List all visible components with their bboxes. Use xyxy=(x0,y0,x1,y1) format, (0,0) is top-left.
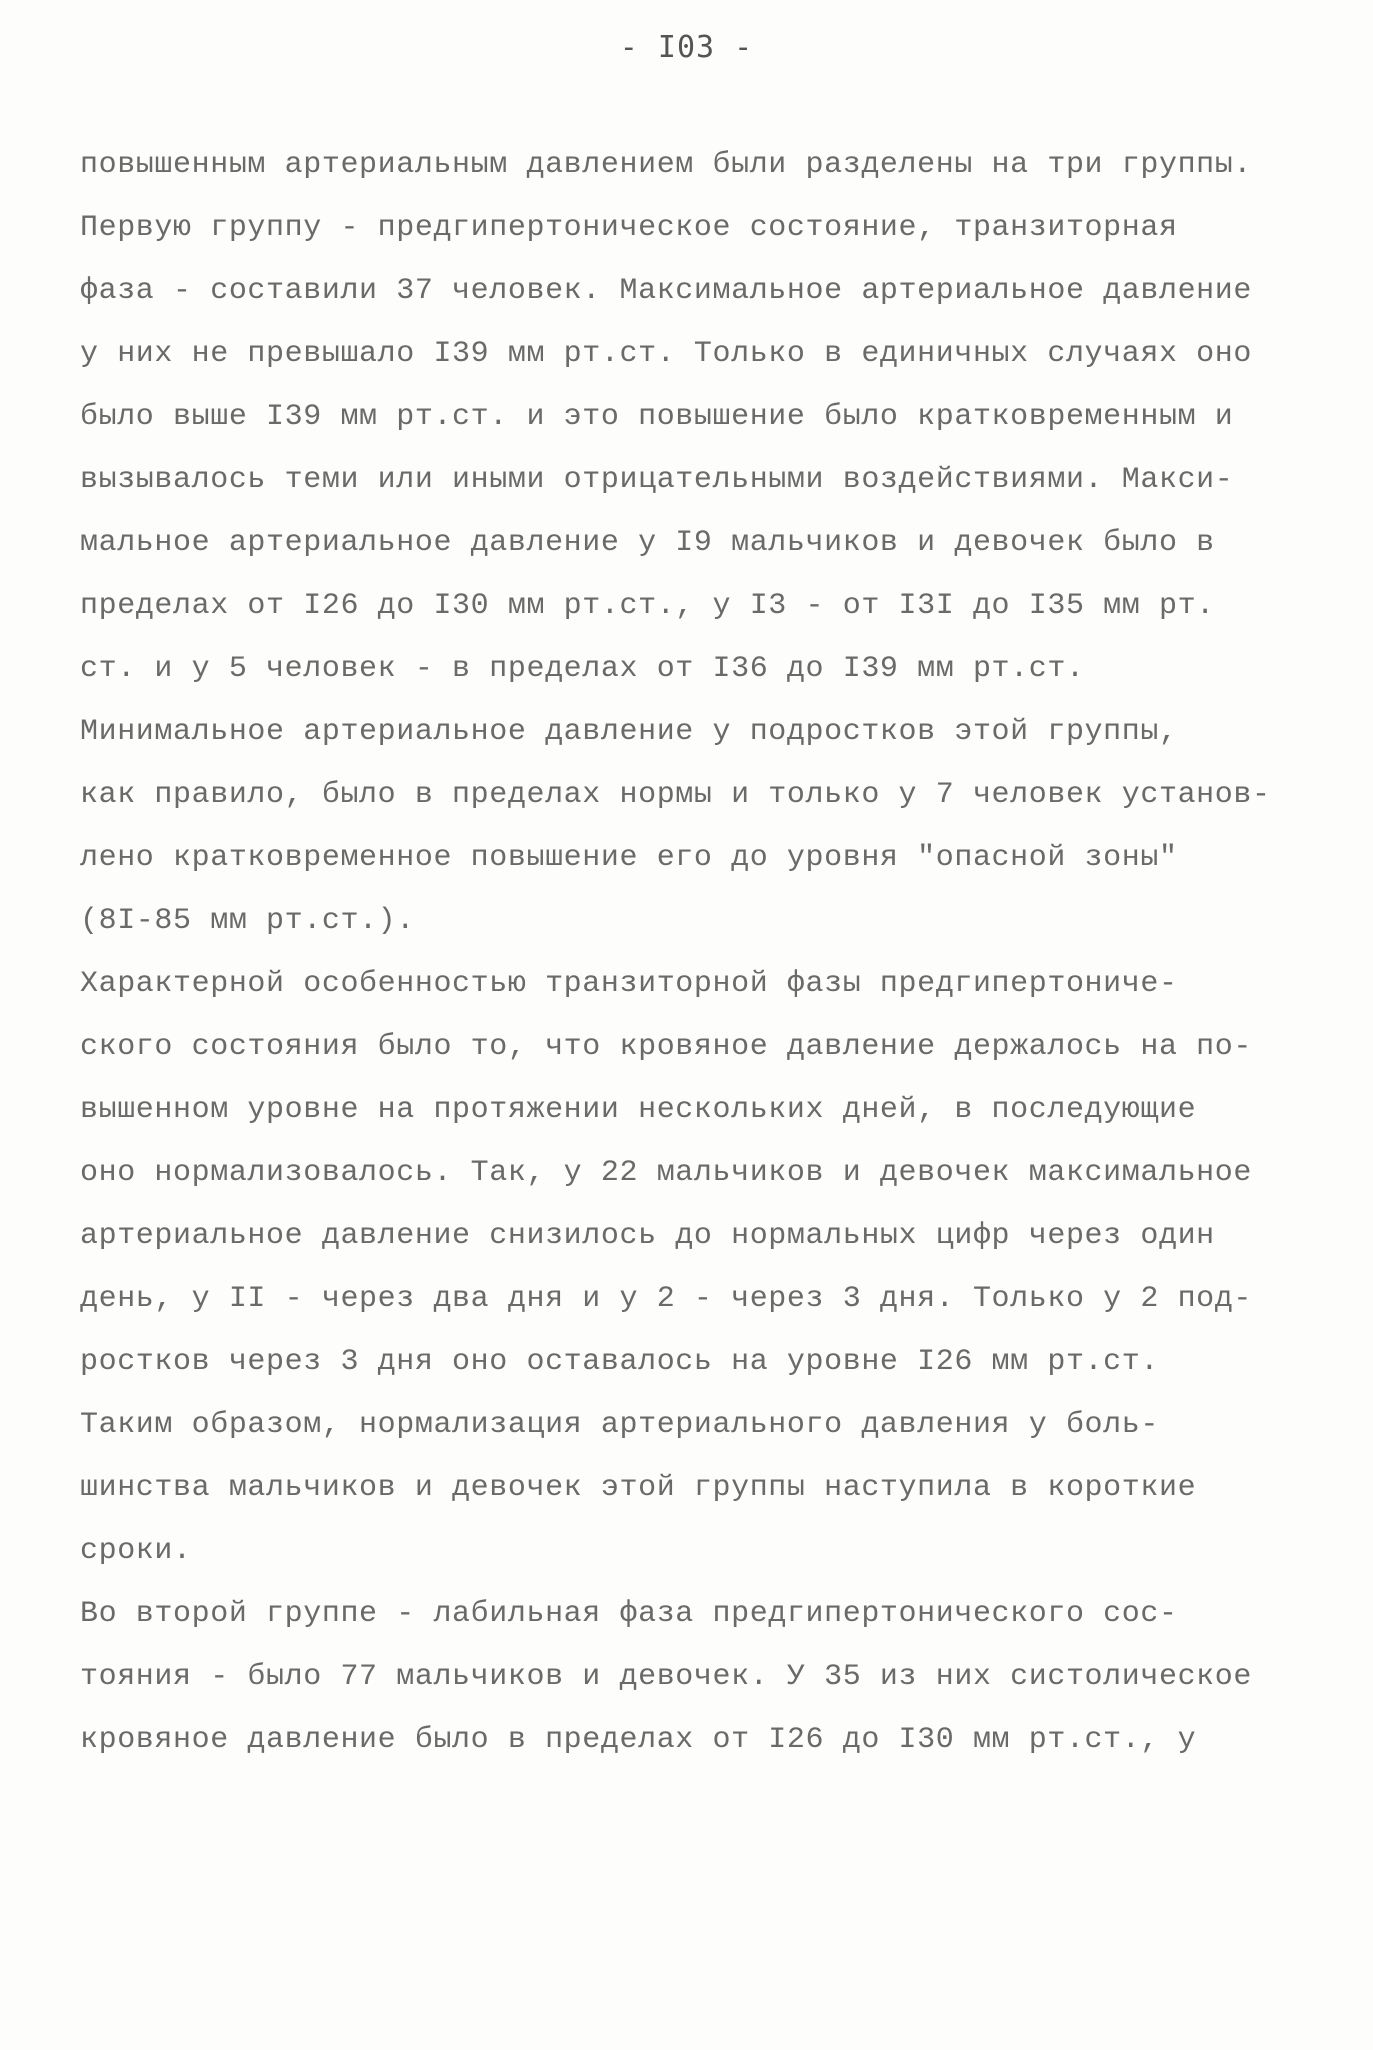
text-line: вышенном уровне на протяжении нескольких дней, в последующие xyxy=(80,1093,1197,1127)
text-line: сроки. xyxy=(80,1534,192,1568)
text-line: ского состояния было то, что кровяное давление держалось на по- xyxy=(80,1030,1252,1064)
text-line: Первую группу - предгипертоническое состояние, транзиторная xyxy=(80,211,1178,245)
text-line: у них не превышало I39 мм рт.ст. Только в единичных случаях оно xyxy=(80,337,1252,371)
text-line: Минимальное артериальное давление у подростков этой группы, xyxy=(80,715,1178,749)
text-line: кровяное давление было в пределах от I26 до I30 мм рт.ст., у xyxy=(80,1723,1197,1757)
text-line: лено кратковременное повышение его до уровня "опасной зоны" xyxy=(80,841,1178,875)
page-number: - I03 - xyxy=(619,30,754,65)
text-line: артериальное давление снизилось до нормальных цифр через один xyxy=(80,1219,1215,1253)
text-line: мальное артериальное давление у I9 мальчиков и девочек было в xyxy=(80,526,1215,560)
text-line: Таким образом, нормализация артериального давления у боль- xyxy=(80,1408,1159,1442)
text-line: фаза - составили 37 человек. Максимальное артериальное давление xyxy=(80,274,1252,308)
text-line: ст. и у 5 человек - в пределах от I36 до I39 мм рт.ст. xyxy=(80,652,1085,686)
text-line: день, у II - через два дня и у 2 - через 3 дня. Только у 2 под- xyxy=(80,1282,1252,1316)
text-line: как правило, было в пределах нормы и только у 7 человек установ- xyxy=(80,778,1271,812)
text-line: пределах от I26 до I30 мм рт.ст., у I3 - от I3I до I35 мм рт. xyxy=(80,589,1215,623)
text-line: Характерной особенностью транзиторной фазы предгипертониче- xyxy=(80,967,1178,1001)
text-line: ростков через 3 дня оно оставалось на уровне I26 мм рт.ст. xyxy=(80,1345,1159,1379)
text-line: повышенным артериальным давлением были разделены на три группы. xyxy=(80,148,1252,182)
text-line: Во второй группе - лабильная фаза предгипертонического сос- xyxy=(80,1597,1178,1631)
text-line: оно нормализовалось. Так, у 22 мальчиков и девочек максимальное xyxy=(80,1156,1252,1190)
text-line: (8I-85 мм рт.ст.). xyxy=(80,904,415,938)
text-line: вызывалось теми или иными отрицательными воздействиями. Макси- xyxy=(80,463,1234,497)
text-line: тояния - было 77 мальчиков и девочек. У 35 из них систолическое xyxy=(80,1660,1252,1694)
text-line: было выше I39 мм рт.ст. и это повышение было кратковременным и xyxy=(80,400,1234,434)
text-line: шинства мальчиков и девочек этой группы наступила в короткие xyxy=(80,1471,1197,1505)
